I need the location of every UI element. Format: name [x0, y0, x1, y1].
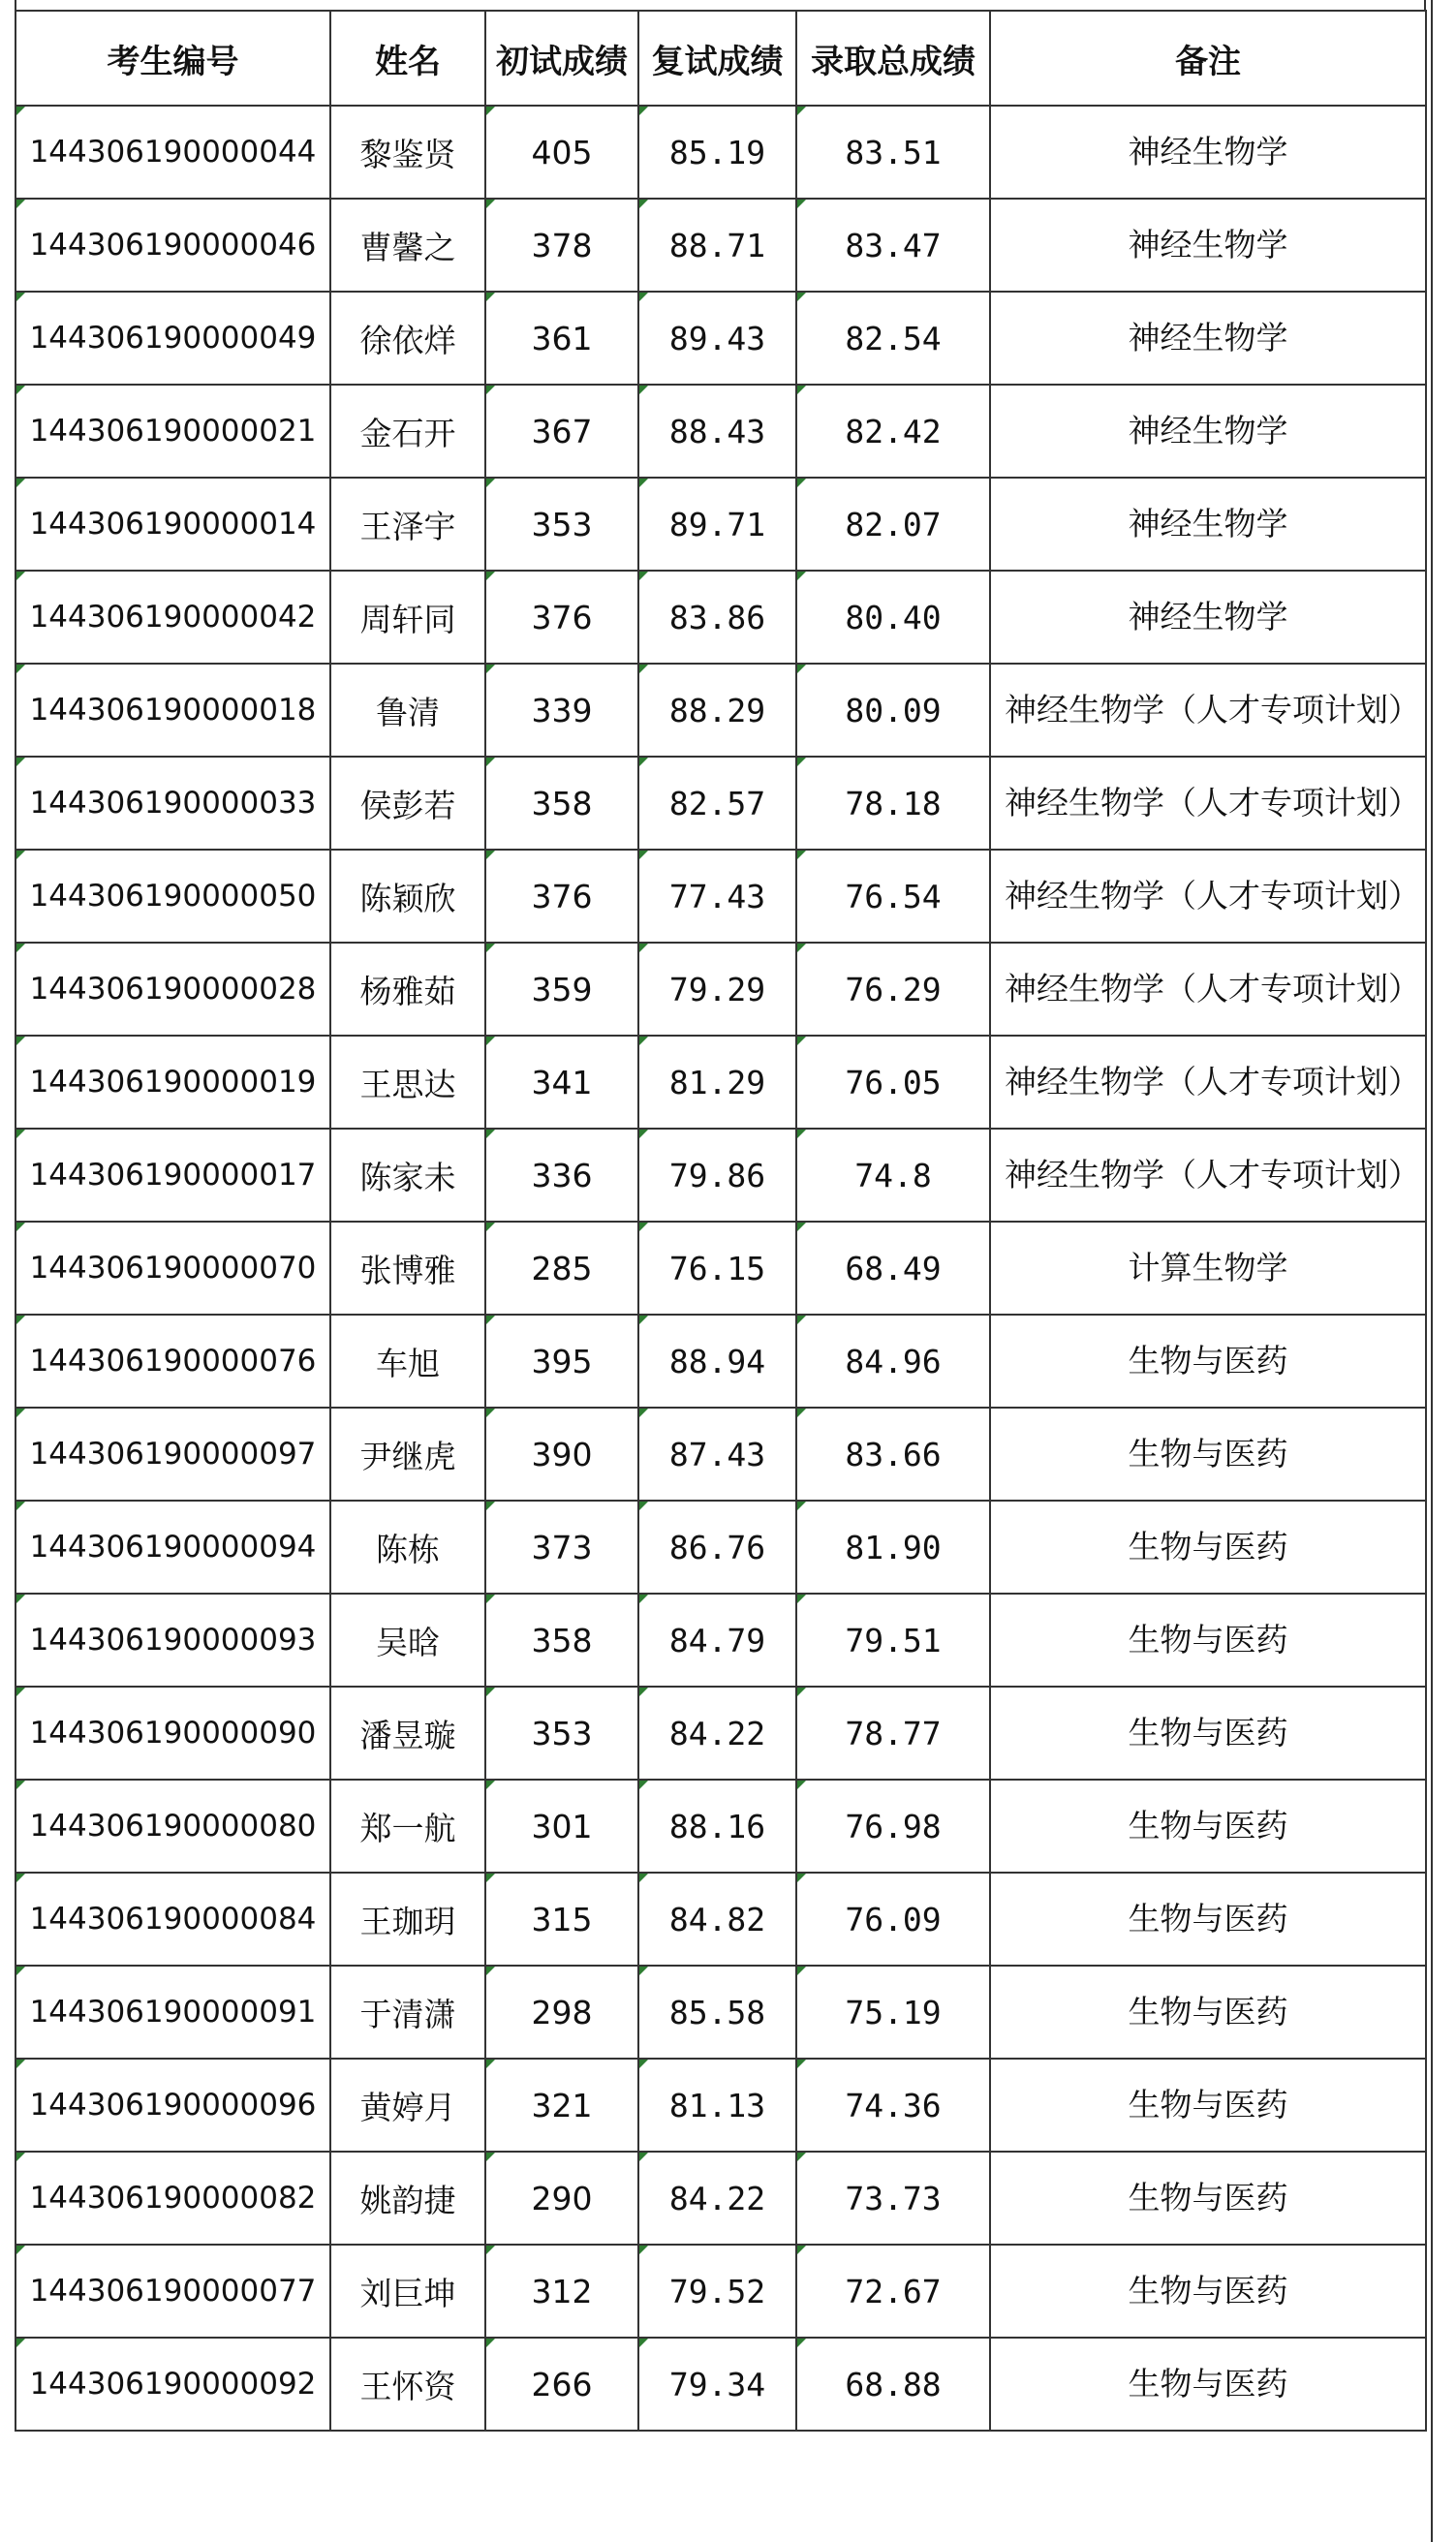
remark-cell: 神经生物学: [990, 106, 1426, 199]
retest-score-cell: 88.29: [638, 664, 796, 757]
exam-id-cell: 144306190000017: [15, 1129, 330, 1222]
total-score-cell: 83.66: [796, 1408, 990, 1501]
retest-score-cell: 86.76: [638, 1501, 796, 1594]
table-row: [15, 1873, 1426, 1966]
retest-score-cell: 79.86: [638, 1129, 796, 1222]
table-row: [15, 106, 1426, 199]
retest-score-cell: 84.22: [638, 2152, 796, 2245]
exam-id-cell: 144306190000019: [15, 1036, 330, 1129]
total-score-cell: 81.90: [796, 1501, 990, 1594]
header-remark: 备注: [990, 11, 1426, 106]
retest-score-cell: 84.82: [638, 1873, 796, 1966]
table-row: [15, 2245, 1426, 2338]
name-cell: 陈栋: [330, 1501, 485, 1594]
remark-cell: 神经生物学: [990, 199, 1426, 292]
total-score-cell: 79.51: [796, 1594, 990, 1687]
table-row: [15, 1408, 1426, 1501]
total-score-cell: 72.67: [796, 2245, 990, 2338]
remark-cell: 神经生物学: [990, 385, 1426, 478]
remark-cell: 生物与医药: [990, 1780, 1426, 1873]
initial-score-cell: 376: [485, 571, 638, 664]
initial-score-cell: 339: [485, 664, 638, 757]
initial-score-cell: 361: [485, 292, 638, 385]
initial-score-cell: 321: [485, 2059, 638, 2152]
name-cell: 车旭: [330, 1315, 485, 1408]
total-score-cell: 82.42: [796, 385, 990, 478]
initial-score-cell: 358: [485, 1594, 638, 1687]
header-retest-score: 复试成绩: [638, 11, 796, 106]
retest-score-cell: 84.79: [638, 1594, 796, 1687]
name-cell: 侯彭若: [330, 757, 485, 850]
name-cell: 曹馨之: [330, 199, 485, 292]
retest-score-cell: 81.13: [638, 2059, 796, 2152]
total-score-cell: 76.09: [796, 1873, 990, 1966]
top-border-segment: [15, 0, 16, 10]
initial-score-cell: 353: [485, 478, 638, 571]
top-border-segment: [1424, 0, 1426, 10]
retest-score-cell: 89.71: [638, 478, 796, 571]
name-cell: 王思达: [330, 1036, 485, 1129]
exam-id-cell: 144306190000077: [15, 2245, 330, 2338]
initial-score-cell: 405: [485, 106, 638, 199]
remark-cell: 生物与医药: [990, 1594, 1426, 1687]
name-cell: 陈颖欣: [330, 850, 485, 943]
retest-score-cell: 79.52: [638, 2245, 796, 2338]
name-cell: 杨雅茹: [330, 943, 485, 1036]
initial-score-cell: 390: [485, 1408, 638, 1501]
total-score-cell: 75.19: [796, 1966, 990, 2059]
exam-id-cell: 144306190000096: [15, 2059, 330, 2152]
exam-id-cell: 144306190000093: [15, 1594, 330, 1687]
remark-cell: 神经生物学（人才专项计划）: [990, 1036, 1426, 1129]
initial-score-cell: 378: [485, 199, 638, 292]
name-cell: 于清潇: [330, 1966, 485, 2059]
retest-score-cell: 79.34: [638, 2338, 796, 2431]
retest-score-cell: 89.43: [638, 292, 796, 385]
header-name: 姓名: [330, 11, 485, 106]
retest-score-cell: 79.29: [638, 943, 796, 1036]
header-row: [15, 11, 1426, 106]
exam-id-cell: 144306190000049: [15, 292, 330, 385]
exam-id-cell: 144306190000076: [15, 1315, 330, 1408]
table-row: [15, 292, 1426, 385]
retest-score-cell: 88.43: [638, 385, 796, 478]
initial-score-cell: 285: [485, 1222, 638, 1315]
total-score-cell: 68.49: [796, 1222, 990, 1315]
table-row: [15, 1129, 1426, 1222]
table-row: [15, 1315, 1426, 1408]
exam-id-cell: 144306190000070: [15, 1222, 330, 1315]
remark-cell: 神经生物学: [990, 478, 1426, 571]
name-cell: 姚韵捷: [330, 2152, 485, 2245]
total-score-cell: 82.07: [796, 478, 990, 571]
remark-cell: 生物与医药: [990, 2338, 1426, 2431]
retest-score-cell: 83.86: [638, 571, 796, 664]
remark-cell: 神经生物学（人才专项计划）: [990, 757, 1426, 850]
initial-score-cell: 353: [485, 1687, 638, 1780]
remark-cell: 生物与医药: [990, 1501, 1426, 1594]
table-row: [15, 478, 1426, 571]
table-row: [15, 1687, 1426, 1780]
exam-id-cell: 144306190000050: [15, 850, 330, 943]
retest-score-cell: 84.22: [638, 1687, 796, 1780]
name-cell: 郑一航: [330, 1780, 485, 1873]
name-cell: 王泽宇: [330, 478, 485, 571]
total-score-cell: 76.05: [796, 1036, 990, 1129]
initial-score-cell: 290: [485, 2152, 638, 2245]
exam-id-cell: 144306190000084: [15, 1873, 330, 1966]
initial-score-cell: 373: [485, 1501, 638, 1594]
initial-score-cell: 367: [485, 385, 638, 478]
header-exam-id: 考生编号: [15, 11, 330, 106]
table-row: [15, 850, 1426, 943]
initial-score-cell: 358: [485, 757, 638, 850]
exam-id-cell: 144306190000082: [15, 2152, 330, 2245]
total-score-cell: 74.36: [796, 2059, 990, 2152]
total-score-cell: 84.96: [796, 1315, 990, 1408]
remark-cell: 神经生物学（人才专项计划）: [990, 664, 1426, 757]
remark-cell: 神经生物学（人才专项计划）: [990, 850, 1426, 943]
initial-score-cell: 376: [485, 850, 638, 943]
header-total-score: 录取总成绩: [796, 11, 990, 106]
remark-cell: 生物与医药: [990, 2059, 1426, 2152]
retest-score-cell: 85.58: [638, 1966, 796, 2059]
sheet-edge-line: [1431, 0, 1433, 2542]
table-row: [15, 1222, 1426, 1315]
name-cell: 潘昱璇: [330, 1687, 485, 1780]
total-score-cell: 80.09: [796, 664, 990, 757]
name-cell: 刘巨坤: [330, 2245, 485, 2338]
table-row: [15, 1501, 1426, 1594]
initial-score-cell: 315: [485, 1873, 638, 1966]
exam-id-cell: 144306190000091: [15, 1966, 330, 2059]
remark-cell: 生物与医药: [990, 1687, 1426, 1780]
name-cell: 黎鉴贤: [330, 106, 485, 199]
table-row: [15, 2059, 1426, 2152]
total-score-cell: 76.54: [796, 850, 990, 943]
total-score-cell: 74.8: [796, 1129, 990, 1222]
remark-cell: 神经生物学（人才专项计划）: [990, 943, 1426, 1036]
exam-id-cell: 144306190000092: [15, 2338, 330, 2431]
exam-id-cell: 144306190000028: [15, 943, 330, 1036]
table-row: [15, 199, 1426, 292]
initial-score-cell: 266: [485, 2338, 638, 2431]
remark-cell: 神经生物学（人才专项计划）: [990, 1129, 1426, 1222]
name-cell: 黄婷月: [330, 2059, 485, 2152]
table-row: [15, 943, 1426, 1036]
table-row: [15, 571, 1426, 664]
exam-id-cell: 144306190000042: [15, 571, 330, 664]
total-score-cell: 83.47: [796, 199, 990, 292]
exam-id-cell: 144306190000080: [15, 1780, 330, 1873]
retest-score-cell: 77.43: [638, 850, 796, 943]
retest-score-cell: 88.94: [638, 1315, 796, 1408]
total-score-cell: 80.40: [796, 571, 990, 664]
retest-score-cell: 88.16: [638, 1780, 796, 1873]
table-row: [15, 1780, 1426, 1873]
table-row: [15, 1594, 1426, 1687]
exam-id-cell: 144306190000018: [15, 664, 330, 757]
remark-cell: 生物与医药: [990, 1315, 1426, 1408]
exam-id-cell: 144306190000033: [15, 757, 330, 850]
exam-id-cell: 144306190000021: [15, 385, 330, 478]
retest-score-cell: 87.43: [638, 1408, 796, 1501]
exam-id-cell: 144306190000014: [15, 478, 330, 571]
initial-score-cell: 298: [485, 1966, 638, 2059]
initial-score-cell: 359: [485, 943, 638, 1036]
table-row: [15, 385, 1426, 478]
initial-score-cell: 312: [485, 2245, 638, 2338]
remark-cell: 生物与医药: [990, 1408, 1426, 1501]
remark-cell: 生物与医药: [990, 1873, 1426, 1966]
total-score-cell: 76.29: [796, 943, 990, 1036]
retest-score-cell: 88.71: [638, 199, 796, 292]
exam-id-cell: 144306190000044: [15, 106, 330, 199]
name-cell: 陈家未: [330, 1129, 485, 1222]
name-cell: 王怀资: [330, 2338, 485, 2431]
name-cell: 金石开: [330, 385, 485, 478]
table-row: [15, 2152, 1426, 2245]
total-score-cell: 73.73: [796, 2152, 990, 2245]
remark-cell: 神经生物学: [990, 292, 1426, 385]
table-row: [15, 1966, 1426, 2059]
total-score-cell: 76.98: [796, 1780, 990, 1873]
remark-cell: 生物与医药: [990, 2152, 1426, 2245]
name-cell: 周轩同: [330, 571, 485, 664]
table-body: [15, 11, 1426, 2431]
total-score-cell: 78.77: [796, 1687, 990, 1780]
table-row: [15, 1036, 1426, 1129]
name-cell: 尹继虎: [330, 1408, 485, 1501]
table-row: [15, 664, 1426, 757]
total-score-cell: 82.54: [796, 292, 990, 385]
table-row: [15, 2338, 1426, 2431]
name-cell: 吴晗: [330, 1594, 485, 1687]
initial-score-cell: 395: [485, 1315, 638, 1408]
total-score-cell: 83.51: [796, 106, 990, 199]
name-cell: 鲁清: [330, 664, 485, 757]
retest-score-cell: 81.29: [638, 1036, 796, 1129]
name-cell: 张博雅: [330, 1222, 485, 1315]
name-cell: 徐依烊: [330, 292, 485, 385]
remark-cell: 生物与医药: [990, 2245, 1426, 2338]
admission-results-table: [15, 10, 1427, 2432]
retest-score-cell: 85.19: [638, 106, 796, 199]
exam-id-cell: 144306190000094: [15, 1501, 330, 1594]
retest-score-cell: 76.15: [638, 1222, 796, 1315]
remark-cell: 计算生物学: [990, 1222, 1426, 1315]
initial-score-cell: 341: [485, 1036, 638, 1129]
initial-score-cell: 301: [485, 1780, 638, 1873]
header-initial-score: 初试成绩: [485, 11, 638, 106]
total-score-cell: 68.88: [796, 2338, 990, 2431]
remark-cell: 神经生物学: [990, 571, 1426, 664]
total-score-cell: 78.18: [796, 757, 990, 850]
initial-score-cell: 336: [485, 1129, 638, 1222]
exam-id-cell: 144306190000090: [15, 1687, 330, 1780]
exam-id-cell: 144306190000097: [15, 1408, 330, 1501]
remark-cell: 生物与医药: [990, 1966, 1426, 2059]
retest-score-cell: 82.57: [638, 757, 796, 850]
name-cell: 王珈玥: [330, 1873, 485, 1966]
table-row: [15, 757, 1426, 850]
exam-id-cell: 144306190000046: [15, 199, 330, 292]
